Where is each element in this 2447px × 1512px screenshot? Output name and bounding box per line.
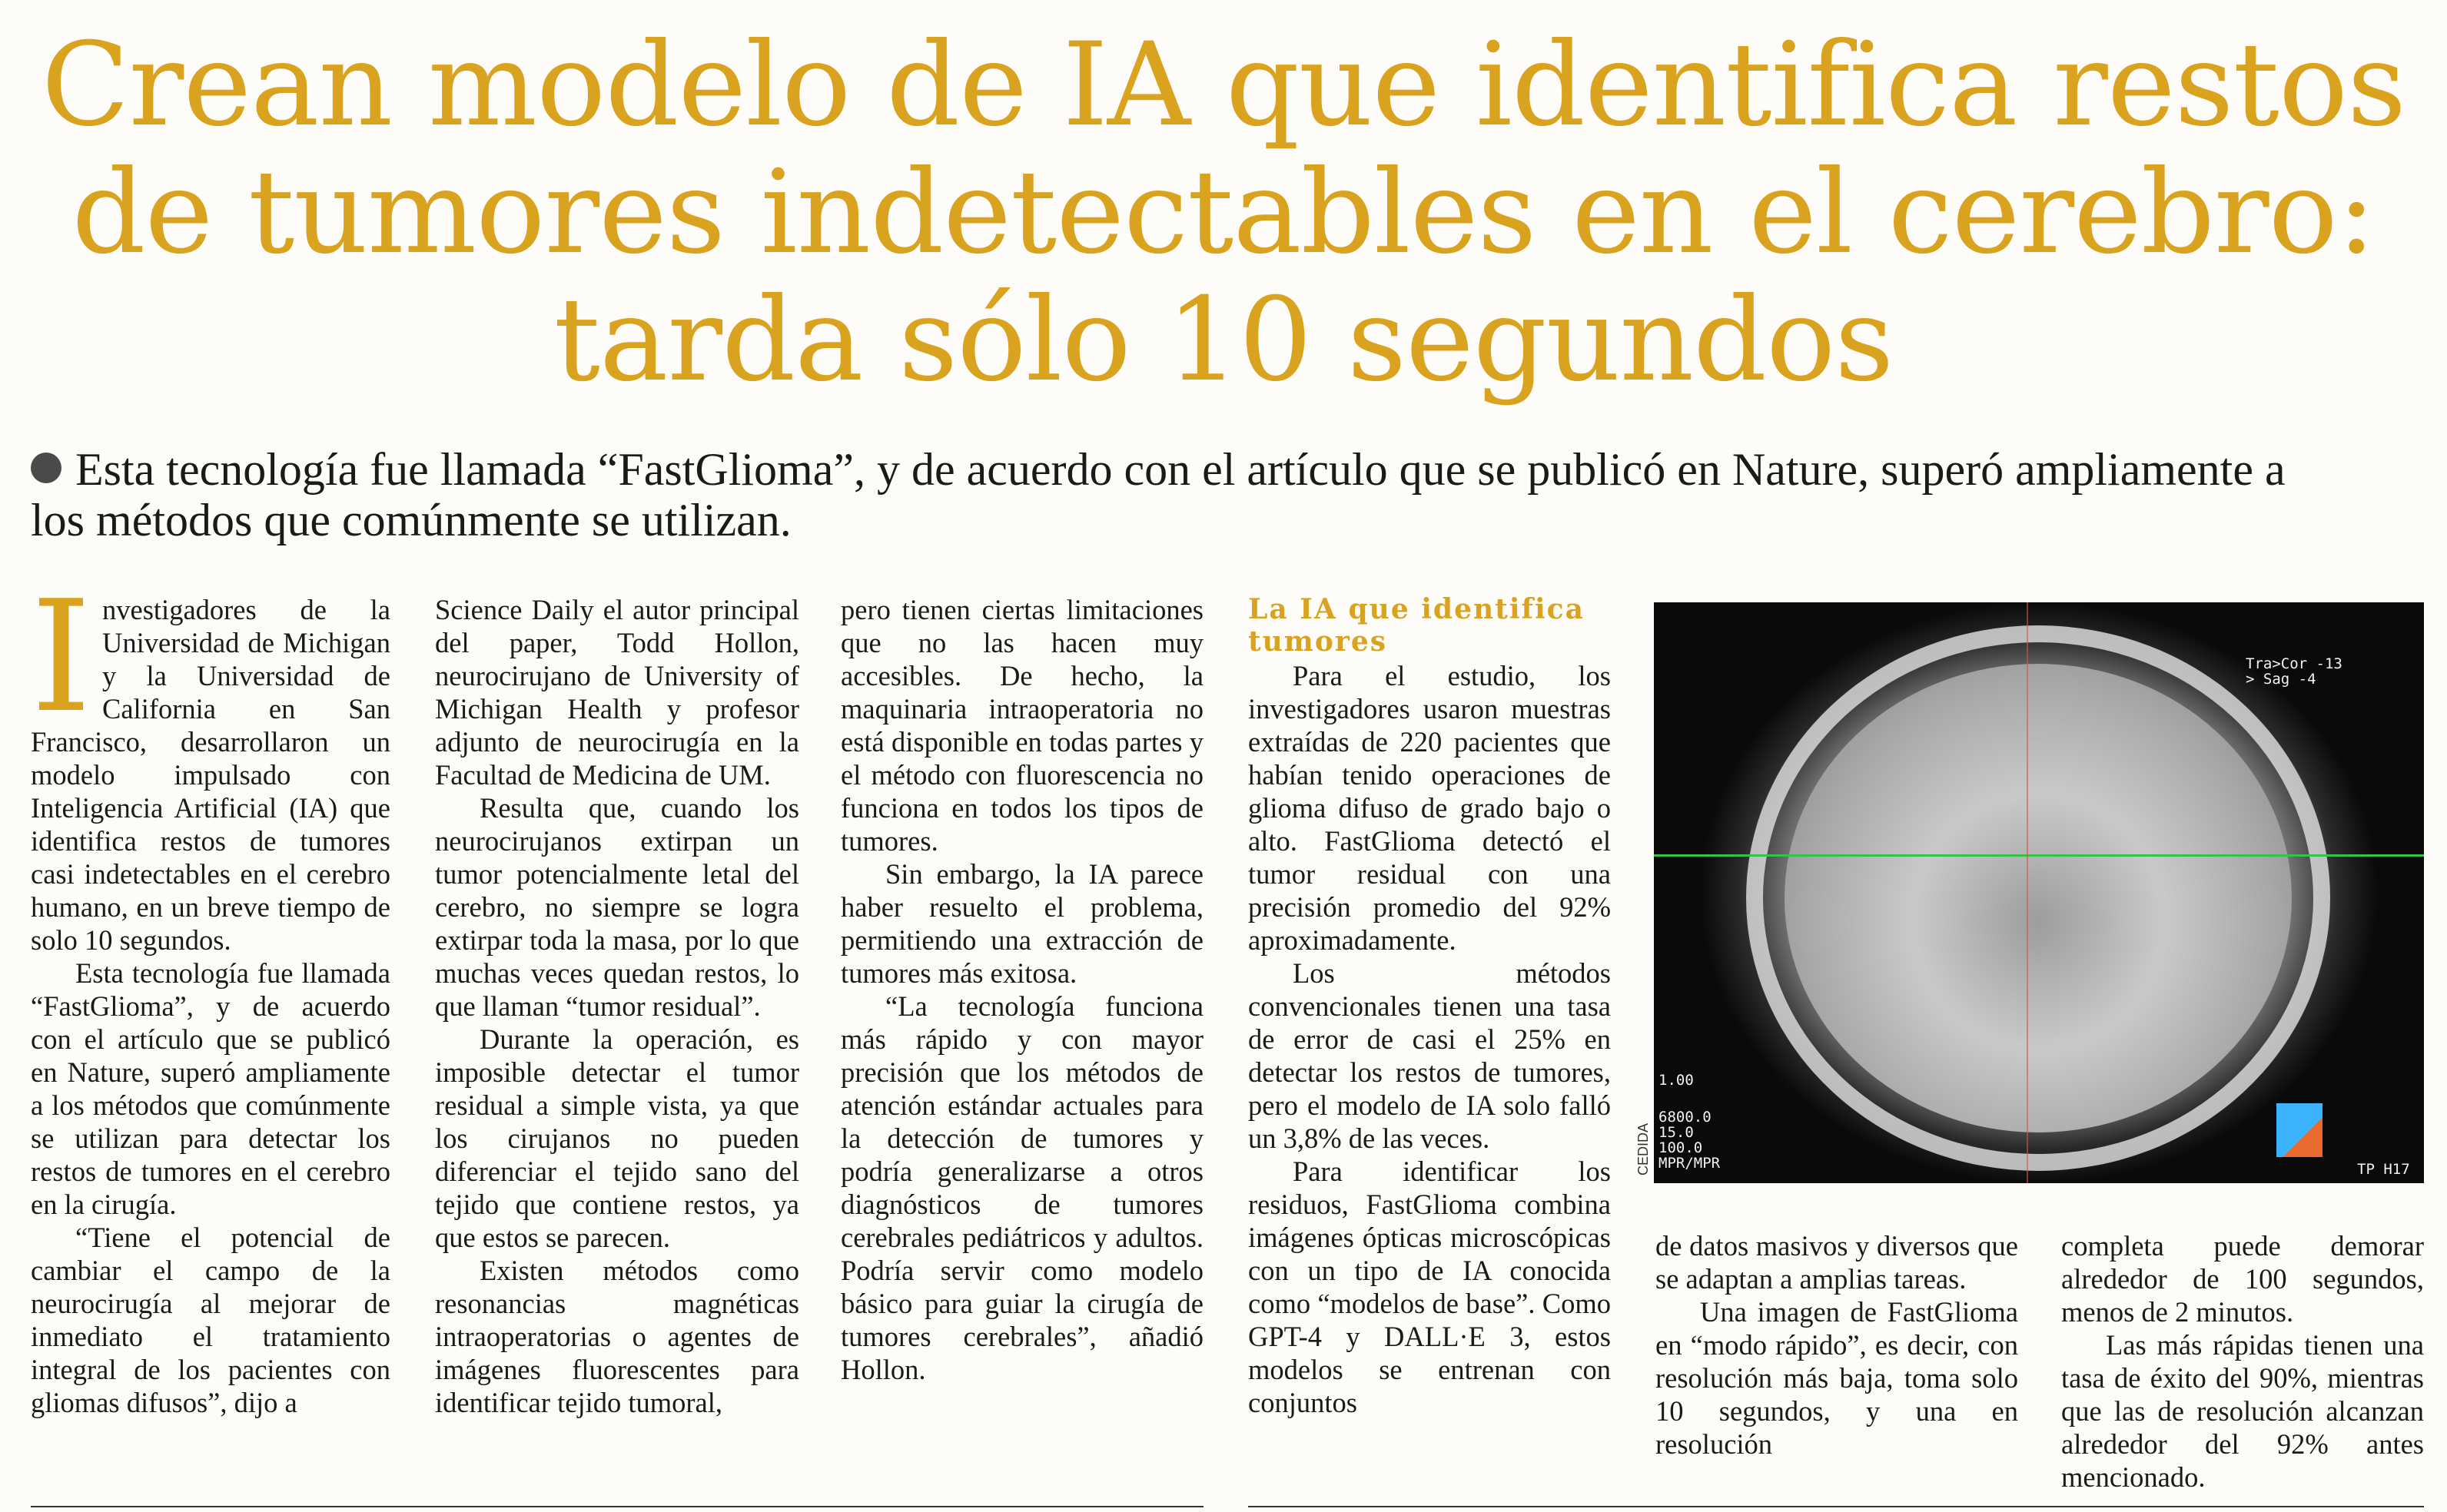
article-column-3 bbox=[841, 593, 1204, 1386]
overlay-text-top: Tra>Cor -13 > Sag -4 bbox=[2246, 655, 2342, 688]
paragraph: Resulta que, cuando los neurocirujanos extirpan un tumor potencialmente letal del cerebro, no siempre se logra extirpar toda la masa, por lo que muchas veces quedan restos, lo que llaman “tumor residual”. bbox=[435, 792, 799, 1022]
paragraph: Durante la operación, es imposible detectar el tumor residual a simple vista, ya que los cirujanos no pueden diferenciar el tejido sano del tejido que contiene restos, ya que estos se parecen. bbox=[435, 1023, 799, 1253]
article-column-6 bbox=[2061, 1229, 2424, 1494]
overlay-text-left: 1.00 6800.0 15.0 100.0 MPR/MPR bbox=[1658, 1072, 1721, 1172]
scan-guide-line bbox=[1654, 854, 2424, 857]
paragraph: Para el estudio, los investigadores usaron muestras extraídas de 220 pacientes que habían tenido operaciones de glioma difuso de grado bajo o alto. FastGlioma detectó el tumor residual con una precisión promedio del 92% aproximadamente. bbox=[1248, 660, 1611, 956]
article-column-4 bbox=[1248, 593, 1611, 1419]
midline-marker bbox=[2027, 602, 2028, 1183]
drop-cap: I bbox=[31, 568, 92, 747]
paragraph: Existen métodos como resonancias magnéticas intraoperatorias o agentes de imágenes fluorescentes para identificar tejido tumoral, bbox=[435, 1255, 799, 1418]
bullet-icon bbox=[31, 453, 61, 483]
paragraph: Sin embargo, la IA parece haber resuelto el problema, permitiendo una extracción de tumores más exitosa. bbox=[841, 858, 1204, 989]
headline-line-3: tarda sólo 10 segundos bbox=[553, 274, 1894, 407]
paragraph: nvestigadores de la Universidad de Michigan y la Universidad de California en San Francisco, desarrollaron un modelo impulsado con Inteligencia Artificial (IA) que identifica restos de tumores casi indetectables en el cerebro humano, en un breve tiempo de solo 10 segundos. bbox=[31, 594, 390, 956]
paragraph: Una imagen de FastGlioma en “modo rápido”, es decir, con resolución más baja, toma solo 10 segundos, y una en resolución bbox=[1655, 1296, 2018, 1460]
paragraph: Las más rápidas tienen una tasa de éxito del 90%, mientras que las de resolución alcanzan alrededor del 92% antes mencionado. bbox=[2061, 1329, 2424, 1493]
article-column-5 bbox=[1655, 1229, 2018, 1461]
headline-line-2: de tumores indetectables en el cerebro: bbox=[71, 146, 2376, 280]
paragraph: pero tienen ciertas limitaciones que no las hacen muy accesibles. De hecho, la maquinaria intraoperatoria no está disponible en todas partes y el método con fluorescencia no funciona en todos los tipos de tumores. bbox=[841, 594, 1204, 857]
paragraph: “La tecnología funciona más rápido y con mayor precisión que los métodos de atención estándar actuales para la detección de tumores y podría generalizarse a otros diagnósticos de tumores cerebrales pediátricos y adultos. Podría servir como modelo básico para guiar la cirugía de tumores cerebrales”, añadió Hollon. bbox=[841, 990, 1204, 1385]
headline-line-1: Crean modelo de IA que identifica restos bbox=[41, 18, 2406, 152]
brain-tissue bbox=[1785, 664, 2292, 1132]
section-subhead: La IA que identifica tumores bbox=[1248, 593, 1585, 658]
lead-line-2: los métodos que comúnmente se utilizan. bbox=[31, 495, 792, 545]
article-column-1 bbox=[31, 568, 390, 1419]
paragraph: Science Daily el autor principal del paper, Todd Hollon, neurocirujano de University of Michigan Health y profesor adjunto de neurocirugía en la Facultad de Medicina de UM. bbox=[435, 594, 799, 791]
paragraph: completa puede demorar alrededor de 100 segundos, menos de 2 minutos. bbox=[2061, 1230, 2424, 1328]
lead-line-1: Esta tecnología fue llamada “FastGlioma”, y de acuerdo con el artículo que se publicó en Nature, superó ampliamente a bbox=[75, 444, 2286, 495]
orientation-cube-icon bbox=[2276, 1103, 2322, 1157]
bottom-rule-left bbox=[31, 1506, 1204, 1507]
paragraph: Los métodos convencionales tienen una tasa de error de casi el 25% en detectar los restos de tumores, pero el modelo de IA solo falló un 3,8% de las veces. bbox=[1248, 957, 1611, 1154]
paragraph: de datos masivos y diversos que se adaptan a amplias tareas. bbox=[1655, 1230, 2018, 1295]
overlay-text-right: TP H17 bbox=[2357, 1161, 2410, 1178]
photo-credit: CEDIDA bbox=[1635, 1122, 1651, 1175]
paragraph: “Tiene el potencial de cambiar el campo de la neurocirugía al mejorar de inmediato el tratamiento integral de los pacientes con gliomas difusos”, dijo a bbox=[31, 1222, 390, 1418]
paragraph: Para identificar los residuos, FastGlioma combina imágenes ópticas microscópicas con un tipo de IA conocida como “modelos de base”. Como GPT-4 y DALL·E 3, estos modelos se entrenan con conjuntos bbox=[1248, 1156, 1611, 1418]
bottom-rule-right bbox=[1248, 1506, 2424, 1507]
article-column-2 bbox=[435, 593, 799, 1419]
brain-mri-photo bbox=[1654, 602, 2424, 1183]
lead-paragraph bbox=[31, 444, 2398, 545]
headline bbox=[23, 18, 2424, 407]
paragraph: Esta tecnología fue llamada “FastGlioma”, y de acuerdo con el artículo que se publicó en Nature, superó ampliamente a los métodos que comúnmente se utilizan para detectar los restos de tumores en el cerebro en la cirugía. bbox=[31, 957, 390, 1220]
